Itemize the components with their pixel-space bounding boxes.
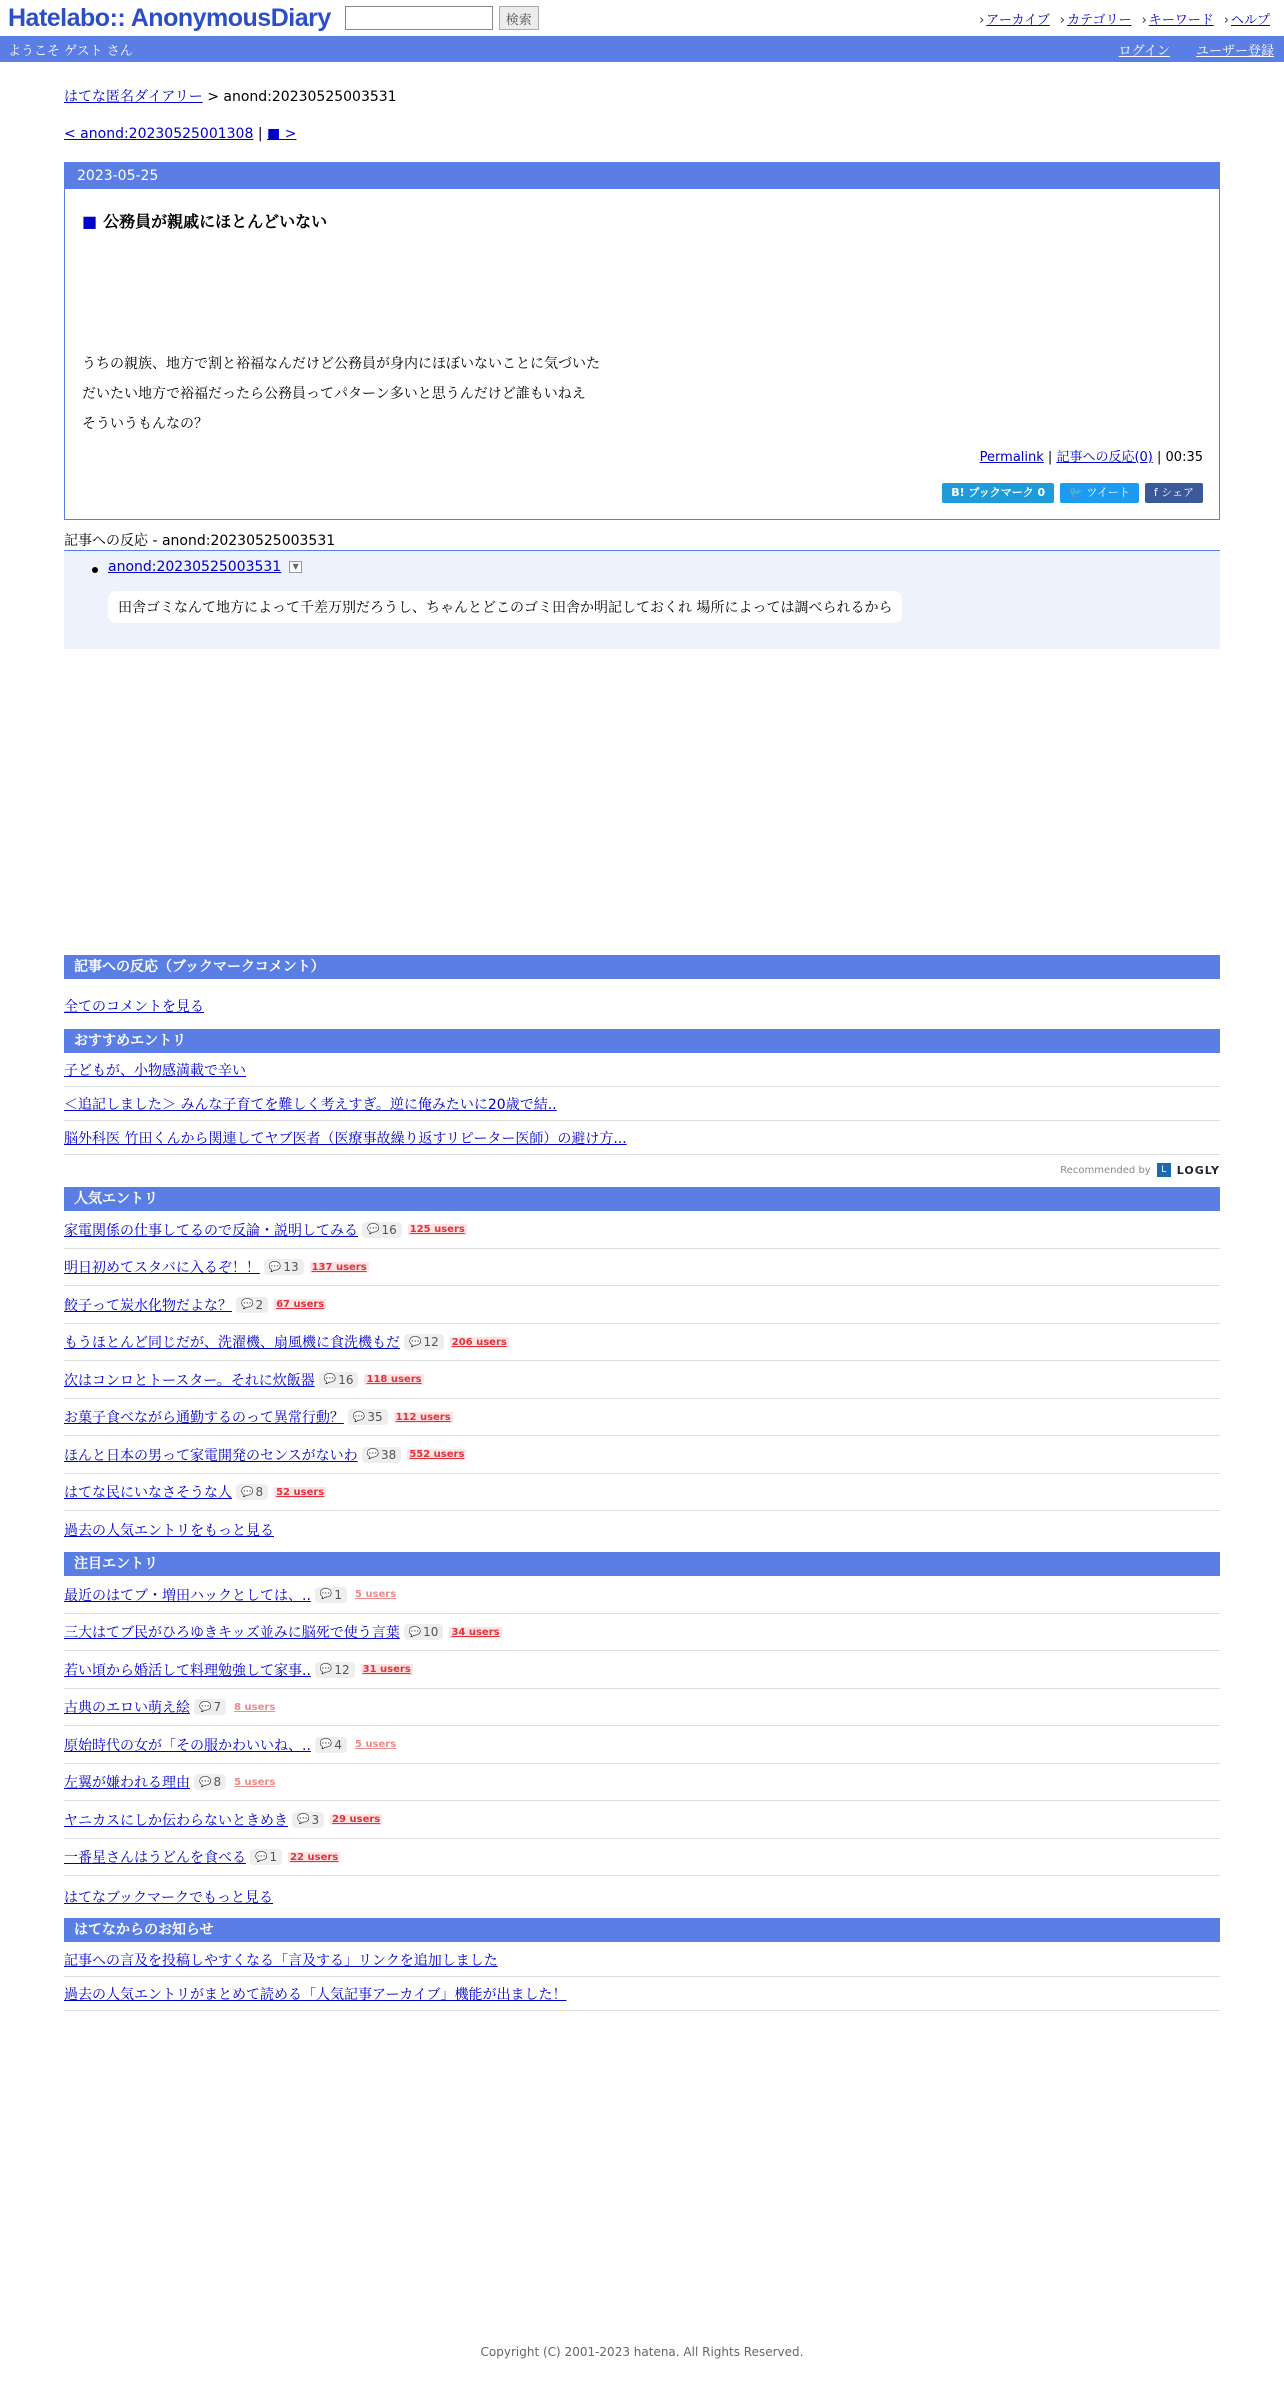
list-item	[64, 1978, 1220, 2011]
comment-count-value: 4	[334, 1737, 342, 1752]
entry-link[interactable]: 原始時代の女が「その服かわいいね、..	[64, 1737, 311, 1754]
nav-archive-link[interactable]: › アーカイブ	[979, 9, 1050, 28]
entry-title-marker-link[interactable]: ■	[82, 212, 98, 231]
entry-link[interactable]: 最近のはてブ・増田ハックとしては、..	[64, 1587, 311, 1604]
breadcrumb-home-link[interactable]: はてな匿名ダイアリー	[64, 89, 203, 105]
comment-count[interactable]	[404, 1334, 444, 1350]
reactions-title: 記事への反応 - anond:20230525003531	[64, 533, 336, 549]
entry-link[interactable]: 一番星さんはうどんを食べる	[64, 1850, 246, 1867]
comment-count-value: 8	[213, 1775, 222, 1790]
entry-title-text: 公務員が親戚にほとんどいない	[103, 212, 328, 231]
entry-time: 00:35	[1165, 450, 1203, 465]
comment-bubble-icon: 💬	[409, 1336, 422, 1348]
pager-separator: |	[253, 126, 268, 142]
comment-count[interactable]	[292, 1812, 324, 1828]
comment-count-value: 2	[255, 1297, 264, 1312]
comment-count-value: 16	[381, 1222, 397, 1237]
entry-box	[64, 162, 1220, 520]
comment-count[interactable]	[404, 1624, 444, 1640]
entry-row	[64, 1437, 1220, 1474]
comment-bubble-icon: 💬	[366, 1449, 380, 1461]
list-item	[64, 1054, 1220, 1087]
comment-bubble-icon: 💬	[408, 1626, 422, 1638]
comment-count[interactable]	[362, 1222, 402, 1238]
popular-header: 人気エントリ	[64, 1187, 1220, 1211]
search-button[interactable]: 検索	[499, 6, 539, 30]
reaction-quote: 田舎ゴミなんて地方によって千差万別だろうし、ちゃんとどこのゴミ田舎か明記しておくれ 場所によっては調べられるから	[108, 591, 902, 623]
comment-count[interactable]	[348, 1409, 388, 1425]
reaction-entry-link[interactable]: anond:20230525003531	[108, 559, 282, 575]
recommended-link[interactable]: ＜追記しました＞ みんな子育てを難しく考えすぎ。逆に俺みたいに20歳で結..	[64, 1097, 557, 1113]
bookmark-users-badge[interactable]: 206 users	[451, 1336, 507, 1348]
entry-link[interactable]: 明日初めてスタバに入るぞ！！	[64, 1260, 260, 1277]
recommended-link[interactable]: 脳外科医 竹田くんから関連してヤブ医者（医療事故繰り返すリピーター医師）の避け方...	[64, 1131, 627, 1147]
comment-count-value: 10	[423, 1625, 439, 1640]
login-link[interactable]: ログイン	[1118, 43, 1170, 59]
bullet-icon	[92, 567, 98, 573]
comment-bubble-icon: 💬	[255, 1851, 268, 1863]
comment-count-value: 12	[334, 1662, 350, 1677]
comment-count[interactable]	[319, 1372, 359, 1388]
bookmark-users-badge[interactable]: 67 users	[276, 1299, 325, 1311]
bookmark-users-badge[interactable]: 8 users	[234, 1701, 276, 1713]
entry-pager	[64, 126, 296, 142]
bookmark-users-badge[interactable]: 34 users	[451, 1626, 500, 1638]
entry-row	[64, 1577, 1220, 1614]
entry-link[interactable]: 家電関係の仕事してるので反論・説明してみる	[64, 1222, 358, 1239]
logly-logo-icon: L	[1157, 1163, 1171, 1177]
facebook-share-button[interactable]	[1145, 483, 1203, 503]
recommended-link[interactable]: 子どもが、小物感満載で辛い	[64, 1063, 246, 1079]
bookmark-users-badge[interactable]: 5 users	[234, 1776, 276, 1788]
site-logo[interactable]: Hatelabo:: AnonymousDiary	[8, 3, 331, 32]
news-header: はてなからのお知らせ	[64, 1918, 1220, 1942]
entry-body-line: だいたい地方で裕福だったら公務員ってパターン多いと思うんだけど誰もいねえ	[82, 386, 586, 402]
comment-bubble-icon: 💬	[352, 1411, 366, 1423]
bookmark-users-badge[interactable]: 31 users	[362, 1664, 411, 1676]
entry-row	[64, 1840, 1220, 1877]
entry-date: 2023-05-25	[65, 163, 1219, 189]
comment-bubble-icon: 💬	[319, 1739, 333, 1751]
entry-row	[64, 1690, 1220, 1727]
comment-count[interactable]	[236, 1484, 268, 1500]
comment-count-value: 1	[334, 1587, 342, 1602]
list-item	[64, 1122, 1220, 1155]
comment-count[interactable]	[315, 1737, 347, 1753]
entry-link[interactable]: お菓子食べながら通勤するのって異常行動？	[64, 1410, 344, 1427]
comment-count[interactable]	[194, 1774, 226, 1790]
top-bar	[0, 0, 1284, 36]
list-item	[64, 1944, 1220, 1977]
hatena-bookmark-button[interactable]: B! ブックマーク 0	[942, 483, 1054, 503]
entry-link[interactable]: もうほとんど同じだが、洗濯機、扇風機に食洗機もだ	[64, 1335, 400, 1352]
nav-keyword-link[interactable]: › キーワード	[1142, 9, 1214, 28]
search-input[interactable]	[345, 6, 493, 30]
comment-count-value: 1	[269, 1850, 278, 1865]
entry-body	[82, 349, 600, 439]
comment-count[interactable]	[250, 1849, 282, 1865]
comment-bubble-icon: 💬	[199, 1701, 212, 1713]
bookmark-users-badge[interactable]: 5 users	[355, 1589, 397, 1601]
comment-bubble-icon: 💬	[319, 1589, 333, 1601]
bookmark-users-badge[interactable]: 137 users	[311, 1261, 367, 1273]
comment-bubble-icon: 💬	[297, 1814, 310, 1826]
hot-header: 注目エントリ	[64, 1552, 1220, 1576]
comment-count-value: 7	[213, 1700, 222, 1715]
entry-row	[64, 1362, 1220, 1399]
bookmark-comments-header: 記事への反応（ブックマークコメント）	[64, 955, 1220, 979]
hot-more-link[interactable]: はてなブックマークでもっと見る	[64, 1890, 274, 1906]
bookmark-users-badge[interactable]: 112 users	[395, 1411, 451, 1423]
entry-link[interactable]: はてな民にいなさそうな人	[64, 1485, 232, 1502]
all-comments-link[interactable]: 全てのコメントを見る	[64, 999, 204, 1015]
register-link[interactable]: ユーザー登録	[1195, 43, 1274, 59]
comment-count[interactable]	[264, 1259, 304, 1275]
entry-link[interactable]: ほんと日本の男って家電開発のセンスがないわ	[64, 1447, 358, 1464]
entry-link[interactable]: 三大はてブ民がひろゆきキッズ並みに脳死で使う言葉	[64, 1625, 400, 1642]
nav-category-link[interactable]: › カテゴリー	[1060, 9, 1132, 28]
comment-count[interactable]	[315, 1662, 355, 1678]
comment-bubble-icon: 💬	[319, 1664, 333, 1676]
entry-link[interactable]: 左翼が嫌われる理由	[64, 1775, 190, 1792]
bookmark-users-badge[interactable]: 118 users	[366, 1374, 422, 1386]
twitter-bird-icon: 🐦	[1069, 486, 1087, 499]
breadcrumb-separator: >	[202, 89, 224, 105]
entry-row	[64, 1802, 1220, 1839]
news-link[interactable]: 過去の人気エントリがまとめて読める「人気記事アーカイブ」機能が出ました！	[64, 1987, 567, 2003]
recommended-by-text: Recommended by	[1060, 1164, 1151, 1176]
comment-count-value: 13	[283, 1260, 299, 1275]
bookmark-users-badge[interactable]: 552 users	[409, 1449, 465, 1461]
copyright: Copyright (C) 2001-2023 hatena. All Rights Reserved.	[480, 2345, 804, 2359]
popular-more-link[interactable]: 過去の人気エントリをもっと見る	[64, 1523, 274, 1539]
next-entry-link[interactable]: ■ >	[267, 126, 297, 142]
entry-title	[82, 209, 327, 232]
permalink[interactable]: Permalink	[979, 450, 1044, 465]
user-bar	[0, 36, 1284, 62]
comment-count-value: 38	[381, 1447, 397, 1462]
reactions-link[interactable]: 記事への反応(0)	[1056, 450, 1153, 465]
entry-link[interactable]: 次はコンロとトースター。それに炊飯器	[64, 1372, 315, 1389]
facebook-icon: f	[1153, 486, 1162, 499]
entry-footer: Permalink | 記事への反応(0) | 00:35	[979, 450, 1203, 465]
entry-row	[64, 1400, 1220, 1437]
entry-link[interactable]: 古典のエロい萌え絵	[64, 1700, 190, 1717]
reactions-box	[64, 550, 1220, 649]
entry-row	[64, 1727, 1220, 1764]
bookmark-users-badge[interactable]: 52 users	[276, 1486, 325, 1498]
entry-row	[64, 1475, 1220, 1512]
comment-count[interactable]	[315, 1587, 347, 1603]
bookmark-users-badge[interactable]: 5 users	[355, 1739, 397, 1751]
comment-bubble-icon: 💬	[241, 1299, 254, 1311]
comment-count-value: 35	[367, 1410, 383, 1425]
comment-bubble-icon: 💬	[241, 1486, 254, 1498]
entry-row	[64, 1287, 1220, 1324]
comment-count-value: 16	[338, 1372, 354, 1387]
list-item	[64, 1088, 1220, 1121]
comment-count-value: 12	[423, 1335, 439, 1350]
prev-entry-link[interactable]: < anond:20230525001308	[64, 126, 254, 142]
breadcrumb-current: anond:20230525003531	[223, 89, 397, 105]
entry-row	[64, 1615, 1220, 1652]
comment-count[interactable]	[362, 1447, 402, 1463]
entry-body-line: そういうもんなの？	[82, 416, 208, 432]
breadcrumb	[64, 86, 397, 106]
comment-count[interactable]	[236, 1297, 268, 1313]
comment-bubble-icon: 💬	[367, 1224, 380, 1236]
top-nav	[979, 9, 1270, 28]
share-buttons	[942, 483, 1203, 503]
comment-count[interactable]	[194, 1699, 226, 1715]
tweet-button-label: ツイート	[1086, 486, 1130, 499]
entry-row	[64, 1250, 1220, 1287]
news-link[interactable]: 記事への言及を投稿しやすくなる「言及する」リンクを追加しました	[64, 1953, 498, 1969]
comment-bubble-icon: 💬	[268, 1261, 282, 1273]
bookmark-users-badge[interactable]: 22 users	[290, 1851, 339, 1863]
entry-link[interactable]: 餃子って炭水化物だよな？	[64, 1297, 232, 1314]
comment-bubble-icon: 💬	[199, 1776, 212, 1788]
entry-row	[64, 1325, 1220, 1362]
entry-body-line: うちの親族、地方で割と裕福なんだけど公務員が身内にほぼいないことに気づいた	[82, 356, 600, 372]
bookmark-users-badge[interactable]: 29 users	[332, 1814, 381, 1826]
comment-bubble-icon: 💬	[323, 1374, 337, 1386]
entry-row	[64, 1652, 1220, 1689]
entry-link[interactable]: ヤニカスにしか伝わらないときめき	[64, 1812, 288, 1829]
entry-link[interactable]: 若い頃から婚活して料理勉強して家事..	[64, 1662, 311, 1679]
expand-toggle-icon[interactable]: ▼	[289, 561, 302, 573]
comment-count-value: 3	[311, 1812, 320, 1827]
recommended-header: おすすめエントリ	[64, 1029, 1220, 1053]
facebook-button-label: シェア	[1161, 486, 1194, 499]
entry-row	[64, 1212, 1220, 1249]
entry-row	[64, 1765, 1220, 1802]
logly-credit[interactable]	[1060, 1163, 1220, 1177]
welcome-text: ようこそ ゲスト さん	[8, 43, 133, 59]
logly-name: LOGLY	[1176, 1163, 1220, 1177]
bookmark-users-badge[interactable]: 125 users	[409, 1224, 465, 1236]
nav-help-link[interactable]: › ヘルプ	[1224, 9, 1270, 28]
comment-count-value: 8	[255, 1485, 264, 1500]
tweet-button[interactable]	[1060, 483, 1139, 503]
